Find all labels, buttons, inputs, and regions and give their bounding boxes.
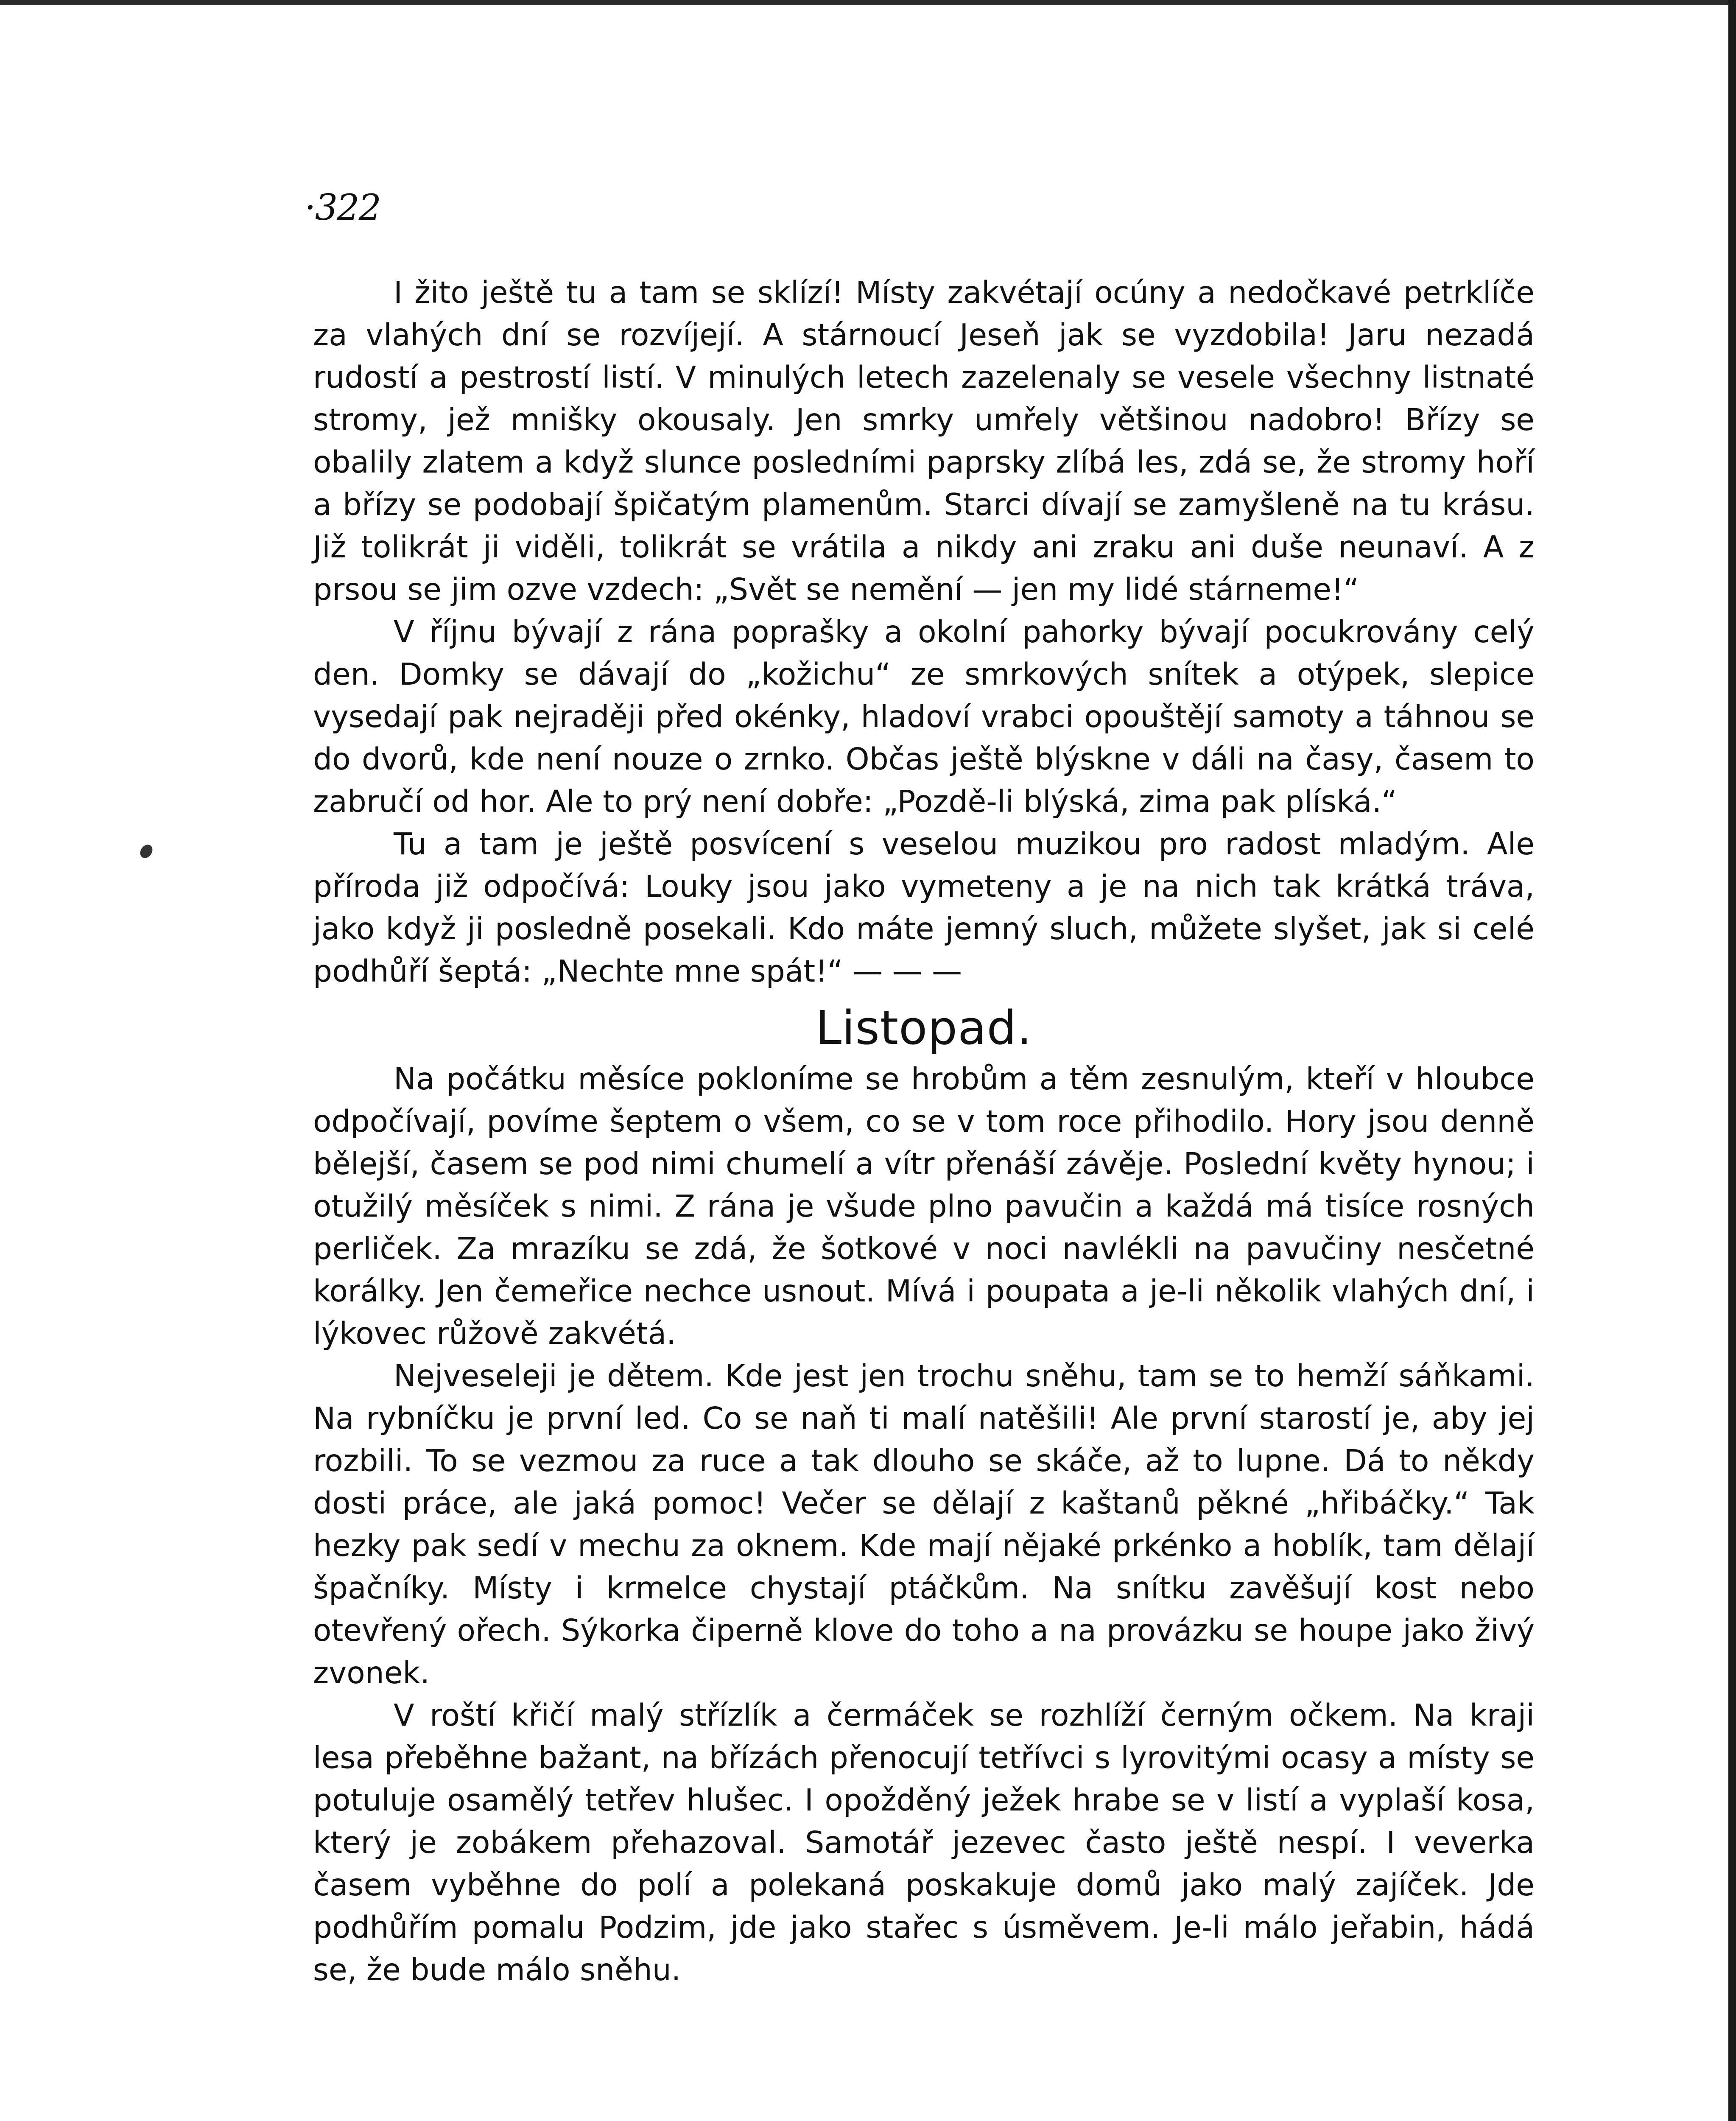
paragraph: Tu a tam je ještě posvícení s veselou muzikou pro radost mladým. Ale příroda již odpočívá: Louky jsou jako vymeteny a je na nich tak krátká tráva, jako když ji posledně posekali. Kdo máte jemný sluch, můžete slyšet, jak si celé podhůří šeptá: „Nechte mne spát!“ — — — xyxy=(313,826,1535,989)
paragraph: V říjnu bývají z rána poprašky a okolní pahorky bývají pocukrovány celý den. Domky se dávají do „kožichu“ ze smrkových snítek a otýpek, slepice vysedají pak nejraději před okénky, hladoví vrabci opouštějí samoty a táhnou se do dvorů, kde není nouze o zrnko. Občas ještě blýskne v dáli na časy, časem to zabručí od hor. Ale to prý není dobře: „Pozdě-li blýská, zima pak plíská.“ xyxy=(313,614,1535,819)
ink-speck-decoration xyxy=(138,842,155,861)
paragraph: Nejveseleji je dětem. Kde jest jen trochu sněhu, tam se to hemží sáňkami. Na rybníčku je první led. Co se naň ti malí natěšili! Ale první starostí je, aby jej rozbili. To se vezmou za ruce a tak dlouho se skáče, až to lupne. Dá to někdy dosti práce, ale jaká pomoc! Večer se dělají z kaštanů pěkné „hřibáčky.“ Tak hezky pak sedí v mechu za oknem. Kde mají nějaké prkénko a hoblík, tam dělají špačníky. Místy i krmelce chystají ptáčkům. Na snítku zavěšují kost nebo otevřený ořech. Sýkorka čiperně klove do toho a na provázku se houpe jako živý zvonek. xyxy=(313,1358,1535,1690)
scan-top-edge xyxy=(0,0,1736,5)
scan-right-edge xyxy=(1728,0,1736,2121)
paragraph: I žito ještě tu a tam se sklízí! Místy zakvétají ocúny a nedočkavé petrklíče za vlahých dní se rozvíjejí. A stárnoucí Jeseň jak se vyzdobila! Jaru nezadá rudostí a pestrostí listí. V minulých letech zazelenaly se vesele všechny listnaté stromy, jež mnišky okousaly. Jen smrky umřely většinou nadobro! Břízy se obalily zlatem a když slunce posledními paprsky zlíbá les, zdá se, že stromy hoří a břízy se podobají špičatým plamenům. Starci dívají se zamyšleně na tu krásu. Již tolikrát ji viděli, tolikrát se vrátila a nikdy ani zraku ani duše neunaví. A z prsou se jim ozve vzdech: „Svět se nemění — jen my lidé stárneme!“ xyxy=(313,275,1535,607)
paragraph: Na počátku měsíce pokloníme se hrobům a těm zesnulým, kteří v hloubce odpočívají, povíme šeptem o všem, co se v tom roce přihodilo. Hory jsou denně bělejší, časem se pod nimi chumelí a vítr přenáší závěje. Poslední květy hynou; i otužilý měsíček s nimi. Z rána je všude plno pavučin a každá má tisíce rosných perliček. Za mrazíku se zdá, že šotkové v noci navlékli na pavučiny nesčetné korálky. Jen čemeřice nechce usnout. Mívá i poupata a je-li několik vlahých dní, i lýkovec růžově zakvétá. xyxy=(313,1061,1535,1351)
body-text xyxy=(313,271,1535,1991)
paragraph: V roští křičí malý střízlík a čermáček se rozhlíží černým očkem. Na kraji lesa přeběhne bažant, na břízách přenocují tetřívci s lyrovitými ocasy a místy se potuluje osamělý tetřev hlušec. I opožděný ježek hrabe se v listí a vyplaší kosa, který je zobákem přehazoval. Samotář jezevec často ještě nespí. I veverka časem vyběhne do polí a polekaná poskakuje domů jako malý zajíček. Jde podhůřím pomalu Podzim, jde jako stařec s úsměvem. Je-li málo jeřabin, hádá se, že bude málo sněhu. xyxy=(313,1698,1535,1987)
page-number: ·322 xyxy=(305,187,381,228)
section-heading: Listopad. xyxy=(815,1001,1032,1055)
